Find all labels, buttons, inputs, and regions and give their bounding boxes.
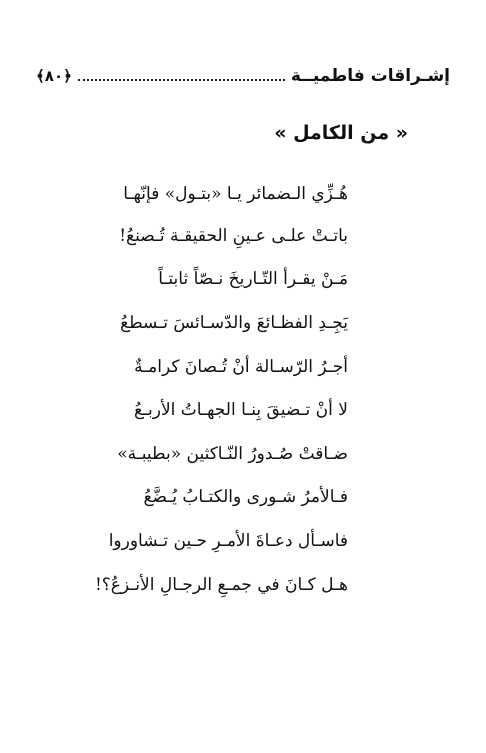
verse-line: يَجِـدِ الفظـائعَ والدّسـائسَ تـسطعُ xyxy=(120,313,348,333)
verse-line: لا أنْ تـضيقَ بِنـا الجهـاتُ الأربـعُ xyxy=(134,400,348,420)
verse-line: هُـزِّي الـضمائر يـا «بتـول» فإنّهـا xyxy=(123,184,348,204)
verse-line: هـل كـانَ في جمـعِ الرجـالِ الأنـزعُ؟! xyxy=(94,575,348,595)
verse-line: باتـتْ علـى عـينِ الحقيقـة تُـصنعُ! xyxy=(119,226,348,246)
page-number: ﴿٨٠﴾ xyxy=(36,67,72,85)
page-header xyxy=(36,62,450,90)
verse-line: فـالأمرُ شـورى والكتـابُ يُـضَّعُ xyxy=(143,487,348,507)
section-title: « من الكامل » xyxy=(274,122,408,144)
running-title: إشـراقات فاطميــة xyxy=(290,66,450,86)
dotted-leader xyxy=(78,79,285,81)
verse-line: أجـرُ الرّسـالة أنْ تُـصانَ كرامـةٌ xyxy=(134,357,348,377)
verse-line: مَـنْ يقـرأ التّـاريخَ نـصّاً ثابتـاً xyxy=(158,269,348,289)
verse-line: ضـاقتْ صُـدورُ النّـاكثين «بطيبـة» xyxy=(117,444,348,464)
verse-line: فاسـأل دعـاةَ الأمـرِ حـين تـشاوروا xyxy=(108,531,348,551)
